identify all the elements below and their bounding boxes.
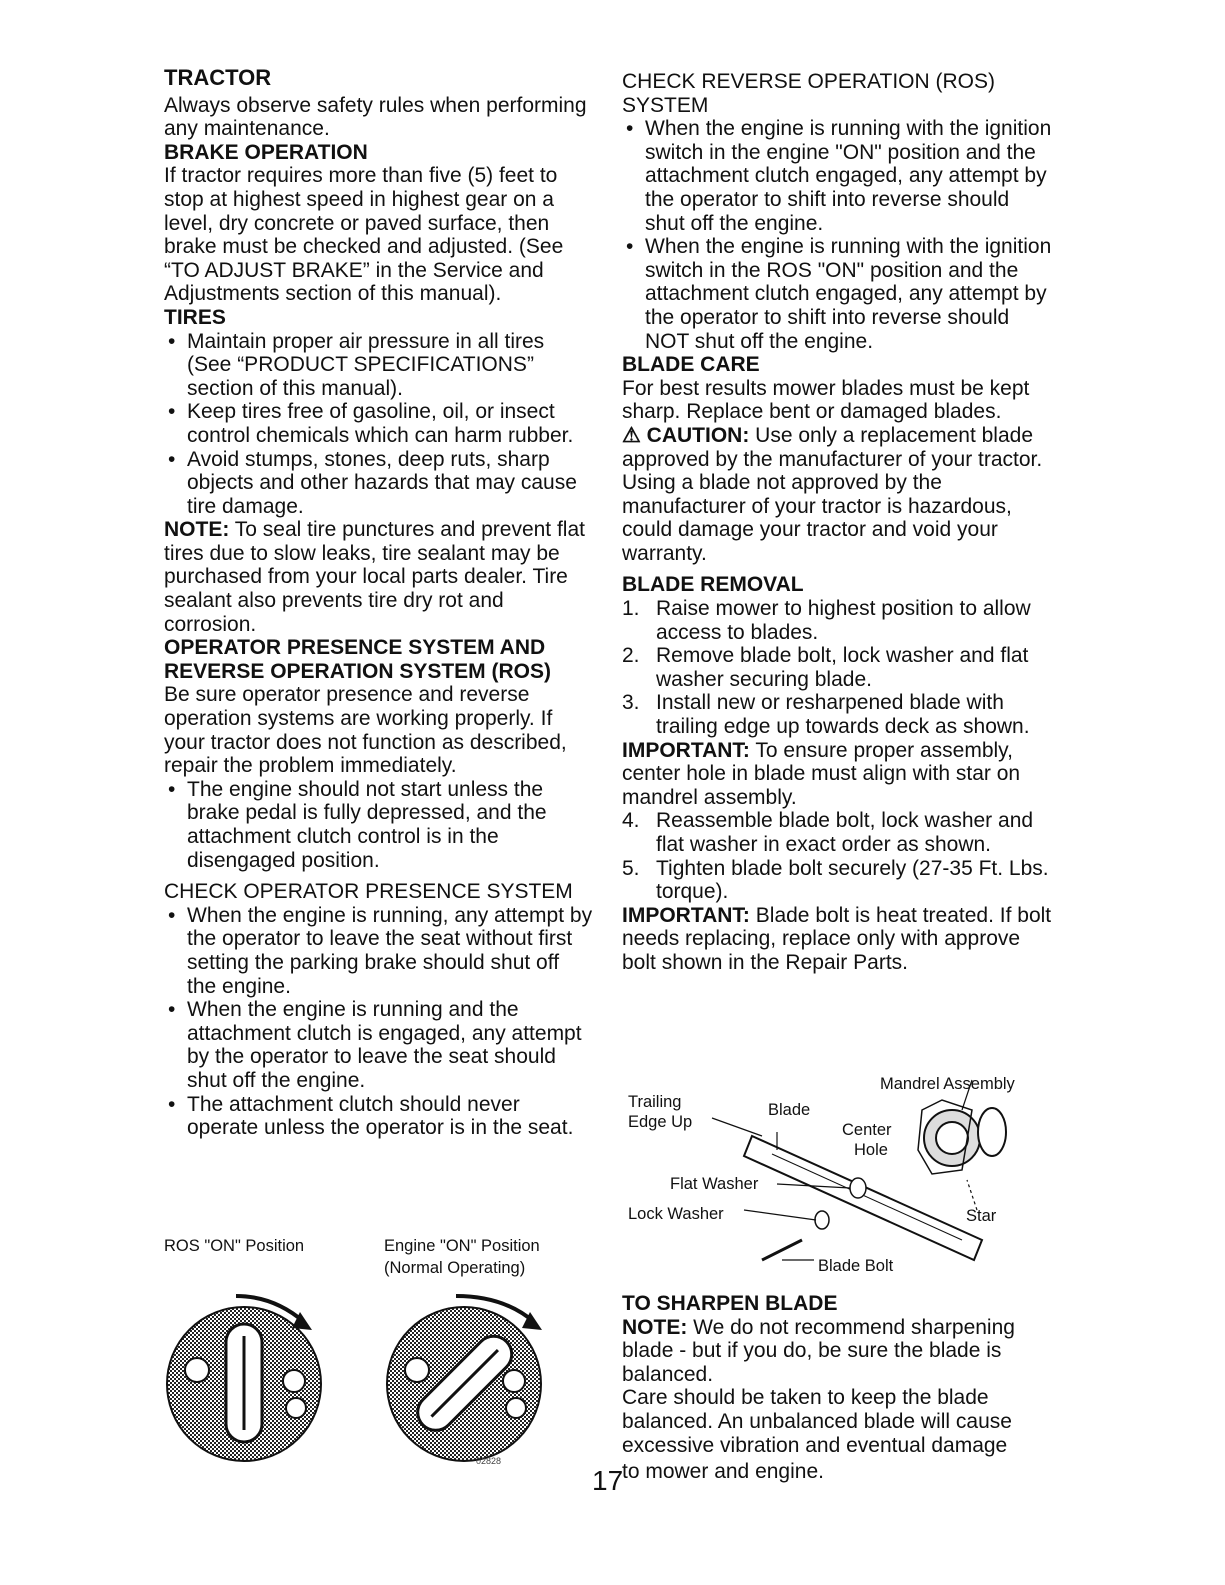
note-label: NOTE: [622, 1315, 688, 1339]
tires-note [164, 518, 594, 636]
list-item [622, 857, 1052, 904]
note-label: NOTE: [164, 518, 230, 542]
sharpen-text: Care should be taken to keep the blade balanced. An unbalanced blade will cause excessive vibration and eventual damage [622, 1386, 1012, 1457]
step-text: Install new or resharpened blade with trailing edge up towards deck as shown. [656, 691, 1030, 739]
check-ros-heading: CHECK REVERSE OPERATION (ROS) SYSTEM [622, 70, 995, 117]
important-text: Blade bolt is heat treated. If bolt needs replacing, replace only with approve bolt shown in the Repair Parts. [622, 903, 1052, 974]
step-number: 1. [622, 597, 640, 621]
blade-label: Blade [768, 1101, 811, 1119]
step-number: 5. [622, 856, 640, 880]
list-item [622, 644, 1052, 691]
engine-switch-icon [387, 1296, 542, 1461]
important-label: IMPORTANT: [622, 738, 750, 762]
ignition-switch-drawings [164, 1236, 594, 1476]
list-item: • Maintain proper air pressure in all tires (See “PRODUCT SPECIFICATIONS” section of this manual). [164, 330, 594, 401]
list-item [622, 809, 1052, 856]
hole-label: Hole [854, 1141, 888, 1159]
engine-position-caption-2: (Normal Operating) [384, 1259, 526, 1277]
step-number: 4. [622, 809, 640, 833]
sharpen-section [622, 1292, 1052, 1457]
list-item: • Keep tires free of gasoline, oil, or insect control chemicals which can harm rubber. [164, 400, 594, 447]
figure-code: 02828 [476, 1456, 502, 1466]
list-item: • When the engine is running with the ignition switch in the ROS "ON" position and the attachment clutch engaged, any attempt by the operator to shift into reverse should NOT shut off the engine. [622, 235, 1052, 353]
ops-text: Be sure operator presence and reverse operation systems are working properly. If your tractor does not function as described, repair the problem immediately. [164, 683, 567, 778]
step-text: Remove blade bolt, lock washer and flat washer securing blade. [656, 644, 1029, 691]
list-item [622, 597, 1052, 644]
step-text: Tighten blade bolt securely (27-35 Ft. Lbs. torque). [656, 856, 1049, 904]
ops-heading: OPERATOR PRESENCE SYSTEM AND REVERSE OPERATION SYSTEM (ROS) [164, 636, 551, 683]
tires-heading: TIRES [164, 305, 226, 329]
list-item: • The attachment clutch should never operate unless the operator is in the seat. [164, 1093, 594, 1140]
step-text: Reassemble blade bolt, lock washer and flat washer in exact order as shown. [656, 809, 1034, 856]
caution-label: CAUTION: [646, 423, 750, 447]
caution-text: Use only a replacement blade approved by the manufacturer of your tractor. Using a blade not approved by the manufacturer of your tractor is hazardous, could damage your tractor and void your warranty. [622, 423, 1043, 565]
edge-up-label: Edge Up [628, 1113, 693, 1131]
important-note-1 [622, 739, 1052, 810]
removal-steps-b [622, 809, 1052, 903]
step-text: Raise mower to highest position to allow access to blades. [656, 597, 1031, 644]
intro-text: Always observe safety rules when performing any maintenance. [164, 93, 587, 141]
lock-washer-label: Lock Washer [628, 1205, 724, 1223]
ros-switch-icon [167, 1296, 321, 1461]
left-column [164, 66, 594, 1140]
tires-list [164, 330, 594, 519]
warning-icon: ⚠ [622, 423, 641, 447]
list-item [622, 691, 1052, 738]
check-ops-heading: CHECK OPERATOR PRESENCE SYSTEM [164, 880, 573, 904]
engine-position-caption: Engine "ON" Position [384, 1237, 540, 1255]
list-item: • The engine should not start unless the brake pedal is fully depressed, and the attachment clutch control is in the disengaged position. [164, 778, 594, 872]
sharpen-last-line: to mower and engine. [622, 1460, 824, 1483]
blade-assembly-figure [622, 1070, 1052, 1280]
list-item: • Avoid stumps, stones, deep ruts, sharp objects and other hazards that may cause tire damage. [164, 448, 594, 519]
check-ros-list [622, 117, 1052, 353]
list-item: • When the engine is running and the attachment clutch is engaged, any attempt by the operator to leave the seat should shut off the engine. [164, 998, 594, 1092]
star-label: Star [966, 1207, 997, 1225]
removal-steps-a [622, 597, 1052, 739]
center-label: Center [842, 1121, 892, 1139]
right-column [622, 70, 1052, 975]
mandrel-label: Mandrel Assembly [880, 1075, 1015, 1093]
sharpen-heading: TO SHARPEN BLADE [622, 1292, 838, 1315]
trailing-label: Trailing [628, 1093, 682, 1111]
blade-bolt-label: Blade Bolt [818, 1257, 894, 1275]
important-label: IMPORTANT: [622, 903, 750, 927]
note-text: We do not recommend sharpening blade - but if you do, be sure the blade is balanced. [622, 1315, 1015, 1386]
note-text: To seal tire punctures and prevent flat tires due to slow leaks, tire sealant may be purchased from your local parts dealer. Tire sealant also prevents tire dry rot and corrosion. [164, 518, 585, 636]
page-number: 17 [592, 1465, 624, 1496]
ops-list [164, 778, 594, 872]
page-title: TRACTOR [164, 65, 272, 90]
blade-care-text: For best results mower blades must be kept sharp. Replace bent or damaged blades. [622, 376, 1030, 424]
list-item: • When the engine is running with the ignition switch in the engine "ON" position and the attachment clutch engaged, any attempt by the operator to shift into reverse should shut off the engine. [622, 117, 1052, 235]
important-note-2 [622, 904, 1052, 975]
ros-position-caption: ROS "ON" Position [164, 1237, 305, 1255]
list-item: • When the engine is running, any attempt by the operator to leave the seat without first setting the parking brake should shut off the engine. [164, 904, 594, 998]
step-number: 3. [622, 691, 640, 715]
brake-text: If tractor requires more than five (5) feet to stop at highest speed in highest gear on a level, dry concrete or paved surface, then brake must be checked and adjusted. (See “TO ADJUST BRAKE” in the Service and Adjustments section of this manual). [164, 164, 564, 306]
ignition-switch-figure [164, 1236, 594, 1476]
sharpen-note [622, 1316, 1052, 1387]
blade-care-heading: BLADE CARE [622, 353, 760, 377]
check-ops-list [164, 904, 594, 1140]
brake-heading: BRAKE OPERATION [164, 140, 368, 164]
step-number: 2. [622, 644, 640, 668]
blade-removal-heading: BLADE REMOVAL [622, 573, 804, 597]
flat-washer-label: Flat Washer [670, 1175, 759, 1193]
caution-paragraph [622, 424, 1052, 566]
important-text: To ensure proper assembly, center hole in blade must align with star on mandrel assembly. [622, 738, 1021, 809]
